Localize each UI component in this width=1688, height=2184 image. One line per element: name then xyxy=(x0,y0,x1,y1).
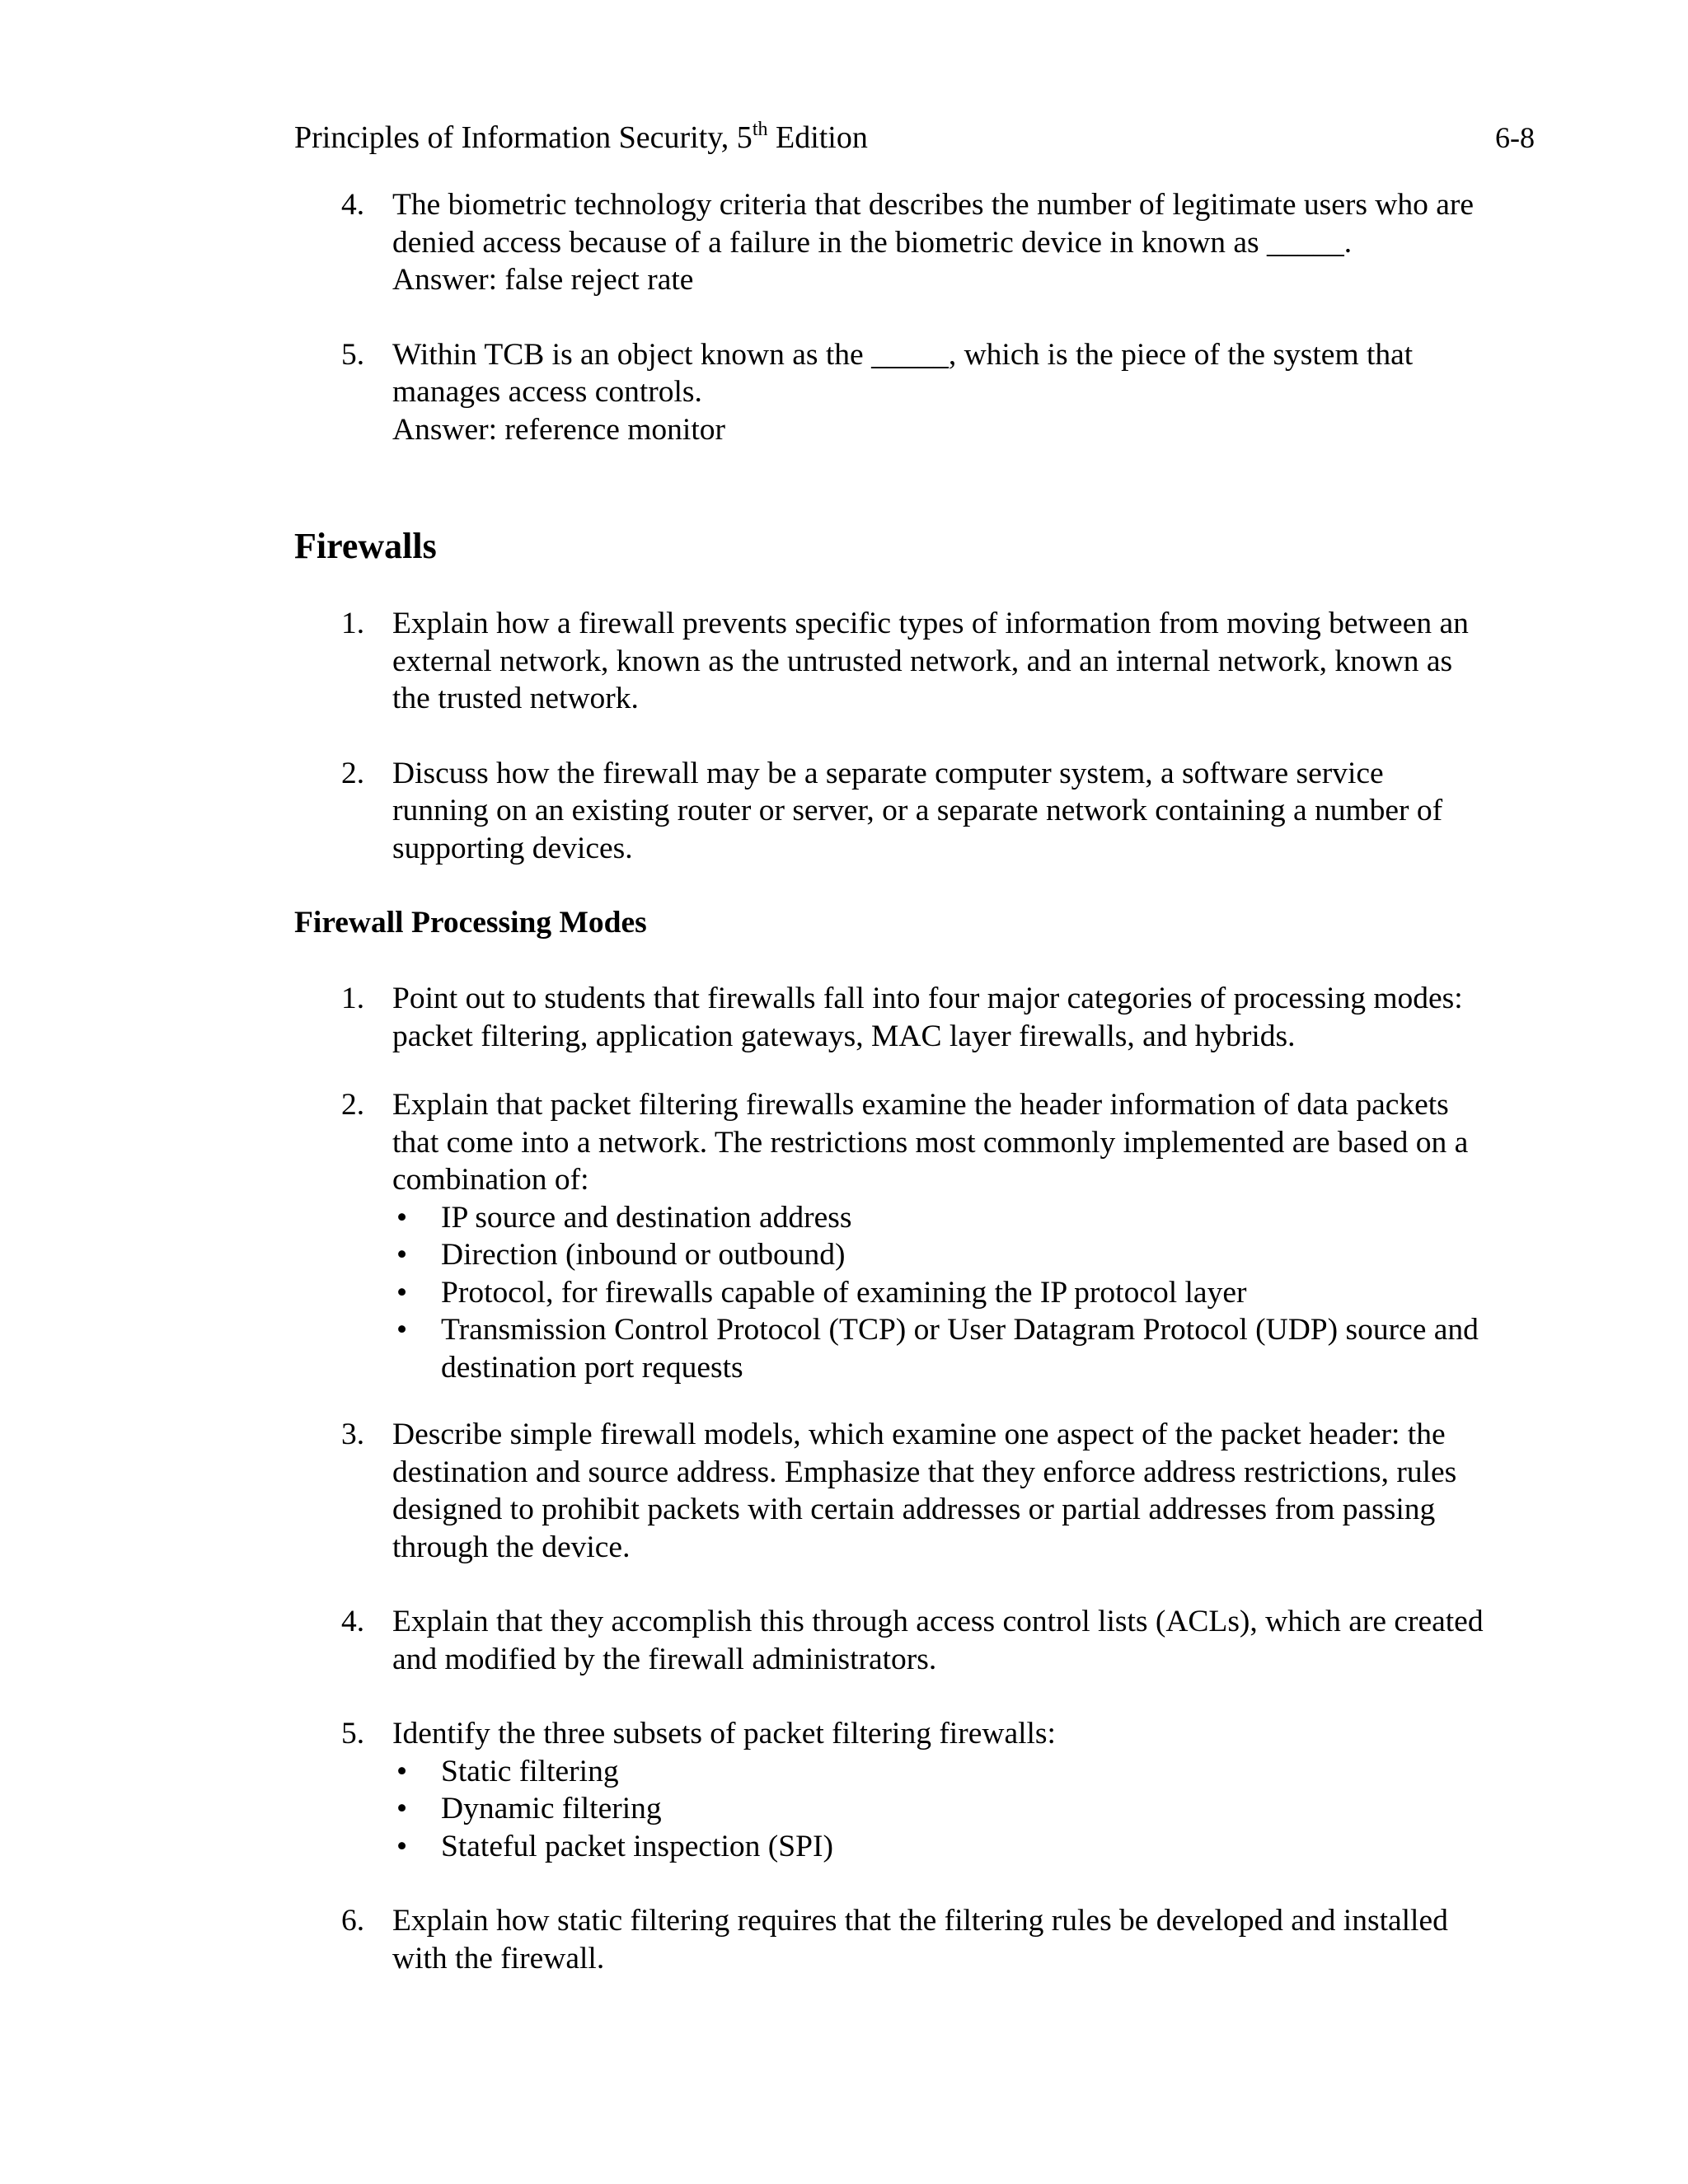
item-number: 6. xyxy=(341,1904,365,1938)
item-number: 1. xyxy=(341,607,365,640)
list-item xyxy=(294,336,1555,449)
item-line: The biometric technology criteria that describes the number of legitimate users who are xyxy=(392,188,1475,222)
bullet-item: • Transmission Control Protocol (TCP) or User Datagram Protocol (UDP) source and destination port requests xyxy=(392,1311,1555,1386)
item-line: Within TCB is an object known as the _____, which is the piece of the system that xyxy=(392,337,1414,372)
item-line: designed to prohibit packets with certain addresses or partial addresses from passing xyxy=(392,1493,1436,1526)
list-item xyxy=(294,1902,1555,1977)
item-line: Point out to students that firewalls fall into four major categories of processing modes: xyxy=(392,982,1463,1015)
item-line: that come into a network. The restrictions most commonly implemented are based on a xyxy=(392,1125,1469,1160)
item-line: Explain that they accomplish this through access control lists (ACLs), which are created xyxy=(392,1605,1484,1638)
item-line: with the firewall. xyxy=(392,1941,605,1975)
running-header xyxy=(294,116,1535,159)
subsection-heading: Firewall Processing Modes xyxy=(294,906,647,940)
bullet-item: • IP source and destination address xyxy=(392,1199,1555,1237)
item-line: Explain how static filtering requires that the filtering rules be developed and installed xyxy=(392,1904,1448,1938)
item-line: manages access controls. xyxy=(392,375,702,409)
item-line: the trusted network. xyxy=(392,682,639,715)
list-item xyxy=(294,980,1555,1055)
item-line: and modified by the firewall administrators. xyxy=(392,1642,937,1676)
item-line: destination and source address. Emphasize that they enforce address restrictions, rules xyxy=(392,1455,1457,1489)
bullet-item: • Protocol, for firewalls capable of examining the IP protocol layer xyxy=(392,1274,1555,1312)
item-line: external network, known as the untrusted network, and an internal network, known as xyxy=(392,644,1453,678)
list-item xyxy=(294,1715,1555,1865)
answer-line: Answer: reference monitor xyxy=(392,412,725,447)
bullet-list xyxy=(392,1199,1555,1387)
item-number: 3. xyxy=(341,1418,365,1451)
item-line: denied access because of a failure in the biometric device in known as _____. xyxy=(392,225,1353,260)
item-line: Explain that packet filtering firewalls examine the header information of data packets xyxy=(392,1088,1449,1122)
list-item xyxy=(294,755,1555,868)
item-line: supporting devices. xyxy=(392,831,633,865)
answer-line: Answer: false reject rate xyxy=(392,263,694,297)
item-number: 4. xyxy=(341,188,365,222)
item-number: 4. xyxy=(341,1605,365,1638)
item-line: running on an existing router or server, or a separate network containing a number of xyxy=(392,794,1443,827)
item-line: combination of: xyxy=(392,1163,589,1197)
item-number: 2. xyxy=(341,1088,365,1122)
bullet-list xyxy=(392,1753,1555,1866)
list-item xyxy=(294,186,1555,299)
book-title: Principles of Information Security, 5th Edition xyxy=(294,119,868,155)
review-question-list xyxy=(294,186,1555,448)
section-list xyxy=(294,605,1555,867)
item-number: 5. xyxy=(341,1717,365,1750)
bullet-item: • Stateful packet inspection (SPI) xyxy=(392,1828,1555,1866)
item-line: Discuss how the firewall may be a separate computer system, a software service xyxy=(392,756,1384,790)
item-number: 2. xyxy=(341,756,365,790)
section-heading: Firewalls xyxy=(294,526,437,566)
page-number: 6-8 xyxy=(1495,121,1535,154)
list-item xyxy=(294,1603,1555,1678)
item-number: 5. xyxy=(341,337,365,372)
list-item xyxy=(294,1416,1555,1566)
item-number: 1. xyxy=(341,982,365,1015)
subsection-list-a xyxy=(294,980,1555,1386)
item-line: Explain how a firewall prevents specific types of information from moving between an xyxy=(392,607,1469,640)
list-item xyxy=(294,1086,1555,1386)
bullet-item: • Dynamic filtering xyxy=(392,1790,1555,1828)
list-item xyxy=(294,605,1555,718)
item-line: through the device. xyxy=(392,1530,631,1564)
bullet-item: • Static filtering xyxy=(392,1753,1555,1791)
item-line: packet filtering, application gateways, MAC layer firewalls, and hybrids. xyxy=(392,1019,1296,1053)
item-line: Identify the three subsets of packet filtering firewalls: xyxy=(392,1717,1056,1750)
subsection-list-b xyxy=(294,1416,1555,1977)
item-line: Describe simple firewall models, which examine one aspect of the packet header: the xyxy=(392,1418,1446,1451)
bullet-item: • Direction (inbound or outbound) xyxy=(392,1236,1555,1274)
